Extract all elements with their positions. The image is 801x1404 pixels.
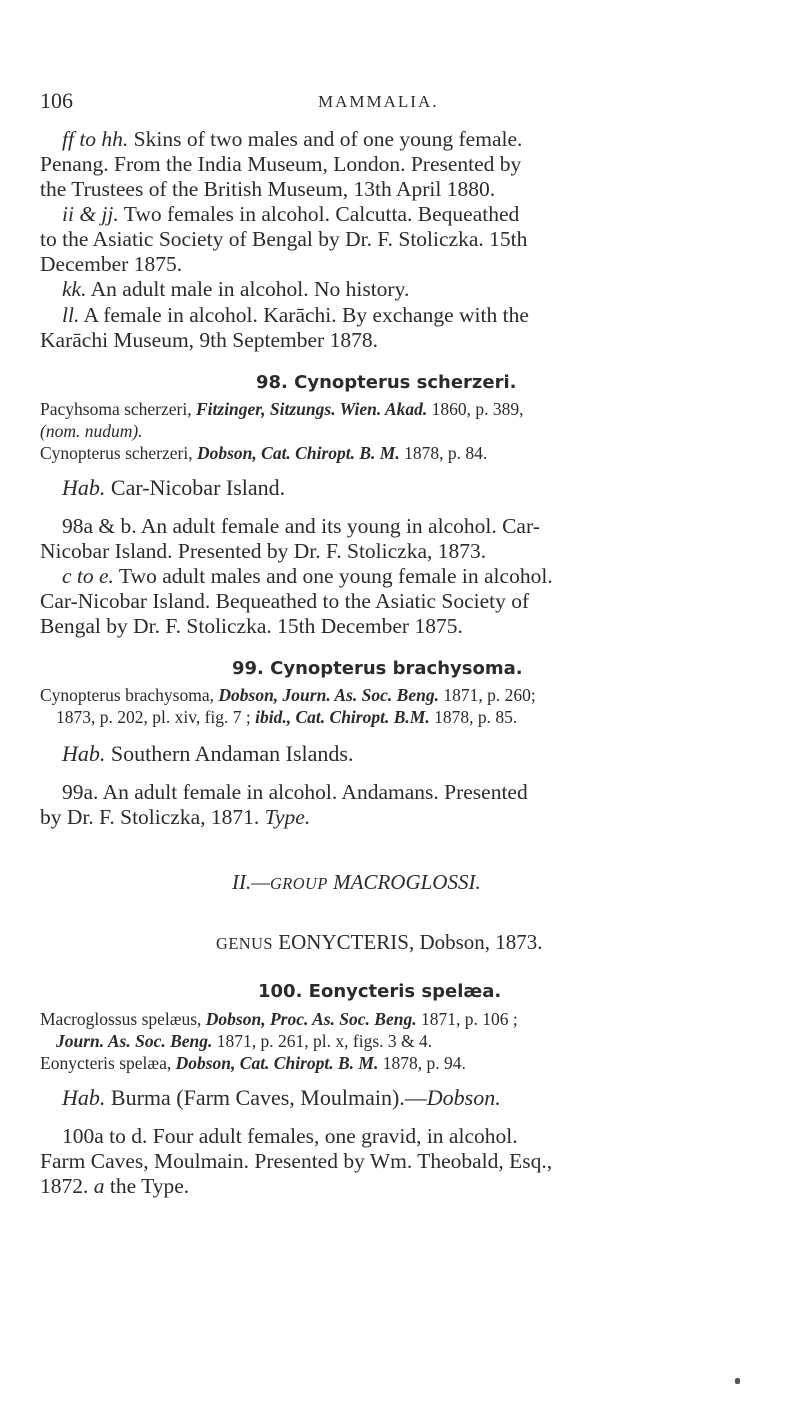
entry-text: 1872. <box>40 1174 94 1198</box>
habitat-99 <box>62 741 353 766</box>
synonym-name: Cynopterus scherzeri, <box>40 443 197 463</box>
entry-label: ii & jj. <box>62 202 119 226</box>
synonym-line <box>40 1052 466 1074</box>
species-heading-99: 99. Cynopterus brachysoma. <box>232 658 523 679</box>
synonym-line <box>40 442 487 464</box>
synonym-name: Macroglossus spelæus, <box>40 1009 206 1029</box>
synonym-line <box>40 1008 518 1030</box>
running-title: MAMMALIA. <box>318 92 439 111</box>
synonym-citation: Dobson, Proc. As. Soc. Beng. <box>205 1009 417 1029</box>
species-heading-98: 98. Cynopterus scherzeri. <box>256 372 517 393</box>
synonym-page: 1871, p. 106 ; <box>416 1009 518 1029</box>
entry-text: An adult female and its young in alcohol. Car- <box>136 514 540 538</box>
page-number: 106 <box>40 88 73 113</box>
hab-label: Hab. <box>62 741 106 766</box>
entry-c-to-e <box>62 564 553 589</box>
entry-text: An adult male in alcohol. No history. <box>86 277 410 301</box>
entry-text: Skins of two males and of one young female. <box>128 127 523 151</box>
hab-label: Hab. <box>62 475 106 500</box>
synonym-name: Cynopterus brachysoma, <box>40 685 219 705</box>
entry-text: A female in alcohol. Karāchi. By exchange with the <box>79 303 529 327</box>
synonym-citation: ibid., Cat. Chiropt. B.M. <box>255 707 430 727</box>
entry-text: Two adult males and one young female in alcohol. <box>113 564 553 588</box>
synonym-name: Eonycteris spelæa, <box>40 1053 176 1073</box>
synonym-page: 1878, p. 84. <box>399 443 488 463</box>
text-line: Farm Caves, Moulmain. Presented by Wm. Theobald, Esq., <box>40 1149 553 1173</box>
hab-text: Burma (Farm Caves, Moulmain).— <box>105 1085 427 1110</box>
group-name: MACROGLOSSI. <box>327 870 481 894</box>
entry-text: by Dr. F. Stoliczka, 1871. <box>40 805 265 829</box>
entry-label: kk. <box>62 277 87 301</box>
synonym-line <box>40 398 524 420</box>
text-line: Karāchi Museum, 9th September 1878. <box>40 328 378 352</box>
text-line: December 1875. <box>40 252 183 276</box>
entry-100a <box>62 1124 518 1149</box>
type-label: Type. <box>264 805 311 829</box>
genus-heading <box>216 930 543 955</box>
synonym-citation: Fitzinger, Sitzungs. Wien. Akad. <box>195 399 428 419</box>
synonym-page: 1871, p. 261, pl. x, figs. 3 & 4. <box>212 1031 433 1051</box>
entry-kk <box>62 277 409 302</box>
entry-label: ff to hh. <box>62 127 129 151</box>
hab-text: Car-Nicobar Island. <box>105 475 286 500</box>
text-line: to the Asiatic Society of Bengal by Dr. F. Stoliczka. 15th <box>40 227 528 251</box>
synonym-page: 1860, p. 389, <box>427 399 524 419</box>
group-dash: — <box>251 870 270 894</box>
synonym-line <box>56 706 517 728</box>
entry-label: 99a. <box>62 780 99 804</box>
synonym-citation: Dobson, Cat. Chiropt. B. M. <box>196 443 400 463</box>
synonym-citation: Dobson, Journ. As. Soc. Beng. <box>218 685 439 705</box>
text-line: Penang. From the India Museum, London. Presented by <box>40 152 522 176</box>
synonym-note <box>40 420 143 442</box>
synonym-page: 1878, p. 85. <box>429 707 518 727</box>
group-roman: II. <box>232 870 252 894</box>
printer-mark <box>735 1378 740 1384</box>
entry-text: Four adult females, one gravid, in alcohol. <box>147 1124 518 1148</box>
synonym-line <box>40 684 536 706</box>
hab-author: Dobson. <box>426 1085 501 1110</box>
entry-label: ll. <box>62 303 80 327</box>
entry-label: c to e. <box>62 564 114 588</box>
note-text: (nom. nudum). <box>40 421 143 441</box>
entry-label: 98a & b. <box>62 514 137 538</box>
entry-text: the Type. <box>104 1174 190 1198</box>
text-line: Bengal by Dr. F. Stoliczka. 15th December 1875. <box>40 614 463 638</box>
group-word: GROUP <box>269 874 328 893</box>
text-line <box>40 1174 189 1199</box>
synonym-citation: Journ. As. Soc. Beng. <box>56 1031 213 1051</box>
hab-label: Hab. <box>62 1085 106 1110</box>
species-heading-100: 100. Eonycteris spelæa. <box>258 981 502 1002</box>
text-line: Nicobar Island. Presented by Dr. F. Stoliczka, 1873. <box>40 539 487 563</box>
entry-98a <box>62 514 540 539</box>
entry-ff <box>62 127 522 152</box>
synonym-page: 1873, p. 202, pl. xiv, fig. 7 ; <box>56 707 256 727</box>
entry-ii <box>62 202 519 227</box>
genus-word: GENUS <box>216 934 274 953</box>
synonym-name: Pacyhsoma scherzeri, <box>40 399 196 419</box>
text-line: Car-Nicobar Island. Bequeathed to the Asiatic Society of <box>40 589 530 613</box>
synonym-citation: Dobson, Cat. Chiropt. B. M. <box>175 1053 379 1073</box>
entry-ll <box>62 303 529 328</box>
text-line: the Trustees of the British Museum, 13th April 1880. <box>40 177 496 201</box>
genus-name: EONYCTERIS, Dobson, 1873. <box>273 930 543 954</box>
group-heading <box>232 870 481 895</box>
habitat-98 <box>62 475 285 500</box>
entry-text: An adult female in alcohol. Andamans. Presented <box>98 780 528 804</box>
text-line <box>40 805 310 830</box>
synonym-page: 1871, p. 260; <box>438 685 536 705</box>
habitat-100 <box>62 1085 501 1110</box>
synonym-line <box>56 1030 432 1052</box>
synonym-page: 1878, p. 94. <box>378 1053 466 1073</box>
entry-label: a <box>93 1174 105 1198</box>
entry-text: Two females in alcohol. Calcutta. Bequeathed <box>118 202 520 226</box>
hab-text: Southern Andaman Islands. <box>105 741 354 766</box>
entry-99a <box>62 780 528 805</box>
entry-label: 100a to d. <box>62 1124 148 1148</box>
